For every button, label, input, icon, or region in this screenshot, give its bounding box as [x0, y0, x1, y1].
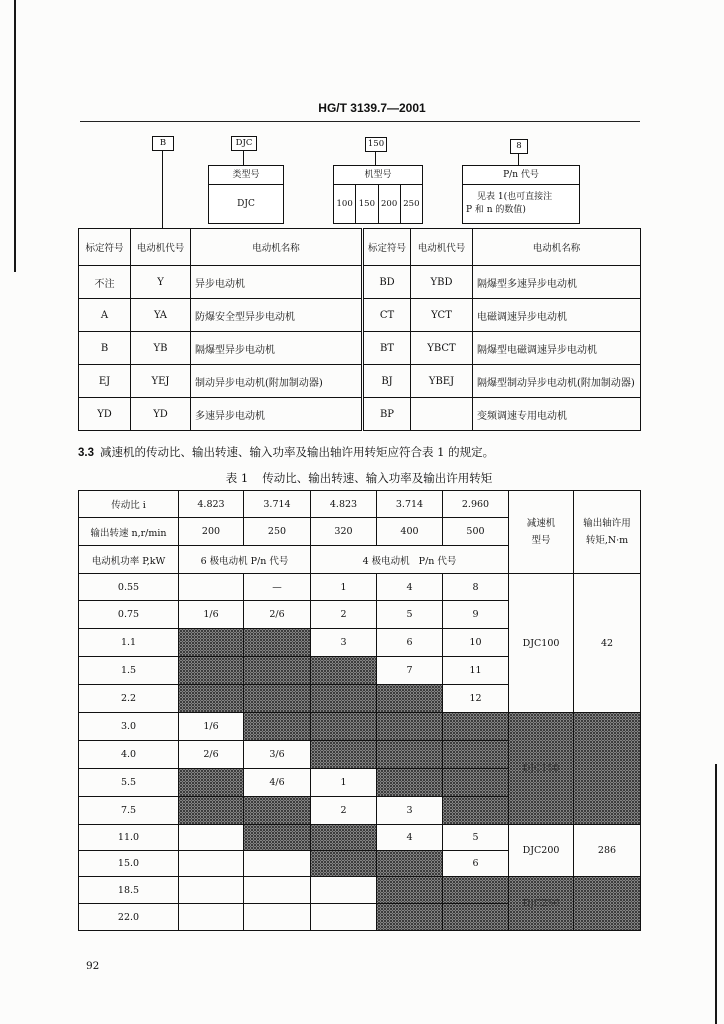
torque-cell: [574, 713, 641, 825]
motor-name-cell: 变频调速专用电动机: [473, 398, 641, 431]
power-value: 15.0: [79, 851, 179, 877]
shaded-code-cell: [179, 629, 244, 657]
motor-name-cell: 隔爆型电磁调速异步电动机: [473, 332, 641, 365]
pn-code-cell: 10: [443, 629, 509, 657]
pn-code-cell: 1: [311, 574, 377, 601]
pn-code-cell: 2/6: [244, 601, 311, 629]
four-pole-header: 4 极电动机 P/n 代号: [311, 546, 509, 574]
motor-mark-cell: BD: [363, 266, 411, 299]
power-value: 18.5: [79, 877, 179, 904]
motor-mark-cell: YD: [79, 398, 131, 431]
power-value: 11.0: [79, 825, 179, 851]
shaded-code-cell: [244, 713, 311, 741]
motor-name-cell: 异步电动机: [191, 266, 363, 299]
shaded-code-cell: [443, 904, 509, 931]
motor-name-cell: 电磁调速异步电动机: [473, 299, 641, 332]
shaded-code-cell: [179, 657, 244, 685]
type-code-title: 类型号: [209, 166, 283, 185]
motor-code-cell: YB: [131, 332, 191, 365]
torque-cell: 286: [574, 825, 641, 877]
pn-code-cell: 4: [377, 825, 443, 851]
pn-code-cell: [179, 825, 244, 851]
shaded-code-cell: [443, 769, 509, 797]
motor-mark-cell: B: [79, 332, 131, 365]
shaded-code-cell: [244, 825, 311, 851]
ratio-value: 4.823: [179, 491, 244, 518]
shaded-code-cell: [311, 741, 377, 769]
shaded-code-cell: [443, 877, 509, 904]
shaded-code-cell: [311, 851, 377, 877]
clause-3-3: [78, 444, 494, 460]
shaded-code-cell: [311, 713, 377, 741]
power-value: 22.0: [79, 904, 179, 931]
pn-code-cell: 9: [443, 601, 509, 629]
power-value: 3.0: [79, 713, 179, 741]
motor-mark-cell: EJ: [79, 365, 131, 398]
motor-mark-cell: A: [79, 299, 131, 332]
motor-table-header-code: 电动机代号: [411, 229, 473, 266]
motor-code-cell: YA: [131, 299, 191, 332]
size-code-box: [333, 165, 423, 224]
shaded-code-cell: [311, 685, 377, 713]
pn-code-cell: 7: [377, 657, 443, 685]
motor-table-row: [79, 299, 641, 332]
power-value: 1.5: [79, 657, 179, 685]
torque-cell: [574, 877, 641, 931]
pn-code-cell: [179, 904, 244, 931]
pn-code-cell: 6: [377, 629, 443, 657]
pn-code-cell: 5: [377, 601, 443, 629]
ratio-label: 传动比 i: [79, 491, 179, 518]
clause-text: 减速机的传动比、输出转速、输入功率及输出轴许用转矩应符合表 1 的规定。: [100, 445, 495, 459]
table-caption-number: 表 1: [225, 471, 249, 485]
pn-code-cell: 2: [311, 797, 377, 825]
standard-number-header: HG/T 3139.7—2001: [318, 101, 426, 115]
designation-size-box: 150: [365, 137, 387, 152]
size-code-value: 250: [400, 185, 422, 223]
pn-code-cell: [311, 904, 377, 931]
shaded-code-cell: [377, 713, 443, 741]
reducer-model-cell: DJC100: [509, 574, 574, 713]
type-leader-line: [243, 151, 244, 165]
torque-header-line: 输出轴许用: [583, 518, 631, 529]
pn-code-cell: [179, 877, 244, 904]
shaded-code-cell: [244, 657, 311, 685]
power-value: 2.2: [79, 685, 179, 713]
motor-code-table-body: [79, 229, 641, 431]
shaded-code-cell: [377, 769, 443, 797]
pn-code-cell: 12: [443, 685, 509, 713]
shaded-code-cell: [244, 629, 311, 657]
ratio-table-body: [79, 491, 641, 931]
speed-value: 400: [377, 518, 443, 546]
motor-table-header-name: 电动机名称: [473, 229, 641, 266]
shaded-code-cell: [443, 741, 509, 769]
reducer-model-header-line: 减速机: [526, 518, 556, 529]
motor-name-cell: 制动异步电动机(附加制动器): [191, 365, 363, 398]
power-row: [79, 713, 641, 741]
power-label: 电动机功率 P,kW: [79, 546, 179, 574]
motor-mark-cell: CT: [363, 299, 411, 332]
motor-table-header-name: 电动机名称: [191, 229, 363, 266]
motor-table-row: [79, 266, 641, 299]
pn-code-cell: [244, 851, 311, 877]
size-code-value: 150: [355, 185, 377, 223]
designation-type-box: DJC: [231, 136, 257, 151]
power-row: [79, 877, 641, 904]
shaded-code-cell: [377, 851, 443, 877]
shaded-code-cell: [179, 797, 244, 825]
motor-code-cell: YD: [131, 398, 191, 431]
shaded-code-cell: [244, 685, 311, 713]
motor-table-row: [79, 398, 641, 431]
shaded-code-cell: [244, 797, 311, 825]
table-caption-title: 传动比、输出转速、输入功率及输出许用转矩: [262, 471, 493, 485]
power-value: 5.5: [79, 769, 179, 797]
motor-mark-cell: BT: [363, 332, 411, 365]
shaded-code-cell: [443, 713, 509, 741]
power-value: 1.1: [79, 629, 179, 657]
shaded-code-cell: [377, 685, 443, 713]
speed-label: 输出转速 n,r/min: [79, 518, 179, 546]
ratio-value: 2.960: [443, 491, 509, 518]
shaded-code-cell: [311, 657, 377, 685]
header-rule: [80, 121, 640, 122]
ratio-speed-power-torque-table: [78, 490, 641, 931]
torque-header: [574, 491, 641, 574]
power-row: [79, 825, 641, 851]
pn-note-line: P 和 n 的数值): [466, 205, 526, 215]
motor-name-cell: 多速异步电动机: [191, 398, 363, 431]
shaded-code-cell: [443, 797, 509, 825]
six-pole-header: 6 极电动机 P/n 代号: [179, 546, 311, 574]
motor-code-cell: YBD: [411, 266, 473, 299]
power-value: 4.0: [79, 741, 179, 769]
clause-number: 3.3: [78, 447, 94, 459]
motor-mark-cell: BJ: [363, 365, 411, 398]
torque-cell: 42: [574, 574, 641, 713]
designation-mark-box: B: [152, 136, 174, 151]
pn-code-cell: 5: [443, 825, 509, 851]
shaded-code-cell: [377, 877, 443, 904]
pn-code-cell: 1/6: [179, 601, 244, 629]
pn-code-cell: 3: [311, 629, 377, 657]
pn-code-cell: [179, 574, 244, 601]
reducer-model-header: [509, 491, 574, 574]
speed-value: 320: [311, 518, 377, 546]
size-code-value: 200: [378, 185, 400, 223]
torque-header-line: 转矩,N·m: [585, 535, 629, 546]
power-value: 7.5: [79, 797, 179, 825]
reducer-model-cell: DJC200: [509, 825, 574, 877]
power-row: [79, 574, 641, 601]
pn-code-title: P/n 代号: [463, 166, 579, 185]
motor-code-cell: [411, 398, 473, 431]
size-code-value: 100: [336, 199, 353, 209]
motor-mark-cell: 不注: [79, 266, 131, 299]
speed-value: 500: [443, 518, 509, 546]
reducer-model-cell: DJC250: [509, 877, 574, 931]
pn-code-cell: 2: [311, 601, 377, 629]
motor-table-header-mark: 标定符号: [79, 229, 131, 266]
pn-code-cell: 11: [443, 657, 509, 685]
table-caption: [78, 470, 640, 486]
shaded-code-cell: [179, 769, 244, 797]
ratio-value: 3.714: [244, 491, 311, 518]
type-code-value: DJC: [237, 199, 255, 209]
scan-edge-right: [715, 764, 717, 1024]
motor-name-cell: 隔爆型制动异步电动机(附加制动器): [473, 365, 641, 398]
reducer-model-header-line: 型号: [531, 535, 551, 546]
pn-code-cell: 2/6: [179, 741, 244, 769]
ratio-value: 3.714: [377, 491, 443, 518]
motor-name-cell: 防爆安全型异步电动机: [191, 299, 363, 332]
pn-code-note: [463, 185, 579, 223]
page-number: 92: [86, 960, 100, 972]
motor-table-row: [79, 332, 641, 365]
ratio-row: [79, 491, 641, 518]
scan-edge-left: [14, 0, 16, 272]
pn-code-cell: 6: [443, 851, 509, 877]
motor-table-header-row: [79, 229, 641, 266]
motor-name-cell: 隔爆型异步电动机: [191, 332, 363, 365]
motor-code-cell: YCT: [411, 299, 473, 332]
ratio-value: 4.823: [311, 491, 377, 518]
motor-code-cell: YEJ: [131, 365, 191, 398]
shaded-code-cell: [179, 685, 244, 713]
motor-name-cell: 隔爆型多速异步电动机: [473, 266, 641, 299]
type-code-box: [208, 165, 284, 224]
pn-code-cell: 1/6: [179, 713, 244, 741]
motor-mark-cell: BP: [363, 398, 411, 431]
motor-code-table: [78, 228, 641, 431]
motor-code-cell: Y: [131, 266, 191, 299]
speed-value: 250: [244, 518, 311, 546]
pn-code-cell: —: [244, 574, 311, 601]
pn-code-cell: 4/6: [244, 769, 311, 797]
motor-table-row: [79, 365, 641, 398]
pn-code-cell: [311, 877, 377, 904]
speed-value: 200: [179, 518, 244, 546]
shaded-code-cell: [311, 825, 377, 851]
pn-note-line: 见表 1(也可直接注: [477, 192, 553, 202]
pn-code-cell: [244, 904, 311, 931]
pn-code-cell: 3/6: [244, 741, 311, 769]
designation-pn-box: 8: [510, 139, 528, 154]
pn-code-cell: 1: [311, 769, 377, 797]
pn-code-cell: 3: [377, 797, 443, 825]
power-value: 0.55: [79, 574, 179, 601]
pn-code-cell: [244, 877, 311, 904]
reducer-model-cell: DJC150: [509, 713, 574, 825]
pn-code-cell: 4: [377, 574, 443, 601]
motor-table-header-code: 电动机代号: [131, 229, 191, 266]
pn-leader-line: [518, 154, 519, 165]
shaded-code-cell: [377, 741, 443, 769]
shaded-code-cell: [377, 904, 443, 931]
pn-code-box: [462, 165, 580, 224]
pn-code-cell: 8: [443, 574, 509, 601]
size-leader-line: [375, 152, 376, 165]
size-code-title: 机型号: [334, 166, 422, 185]
motor-code-cell: YBEJ: [411, 365, 473, 398]
pn-code-cell: [179, 851, 244, 877]
motor-table-header-mark: 标定符号: [363, 229, 411, 266]
size-code-values: [334, 185, 422, 223]
mark-leader-line: [162, 151, 163, 228]
motor-code-cell: YBCT: [411, 332, 473, 365]
power-value: 0.75: [79, 601, 179, 629]
